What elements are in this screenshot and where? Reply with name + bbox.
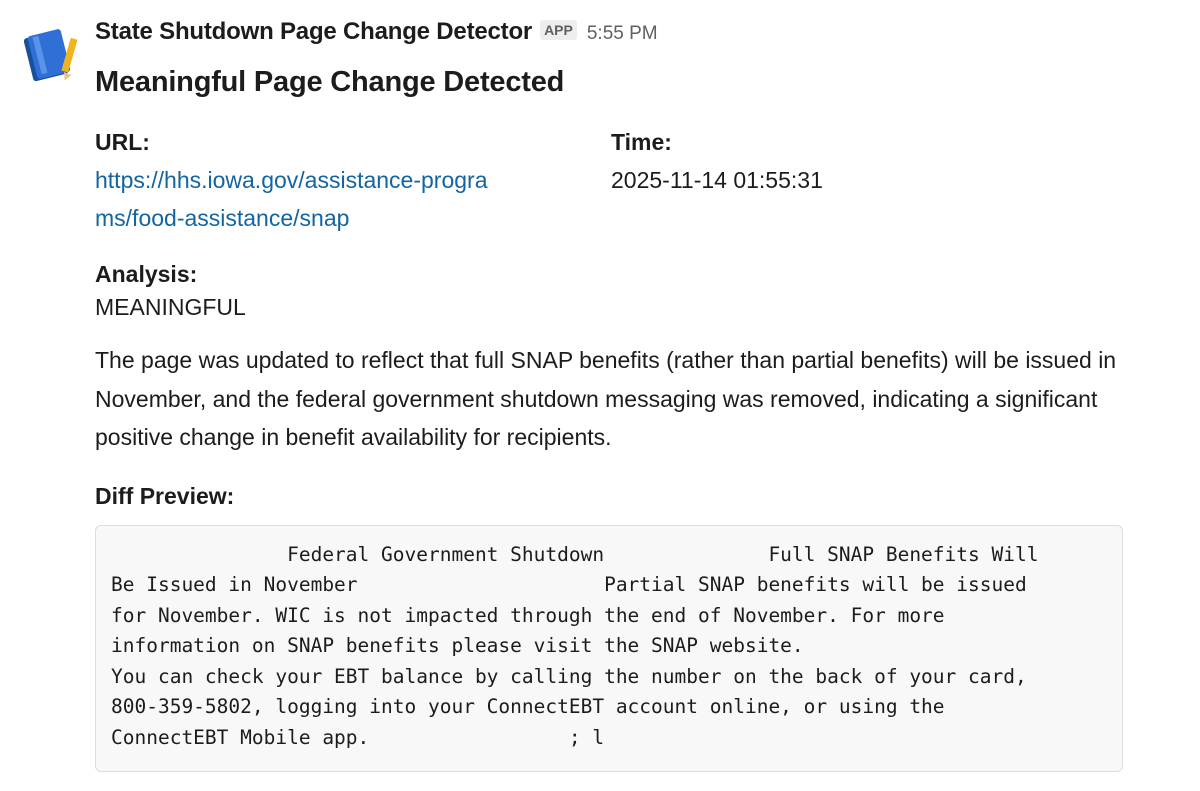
notebook-pencil-icon[interactable] <box>22 26 82 86</box>
analysis-text: The page was updated to reflect that full SNAP benefits (rather than partial benefits) will be issued in November, and the federal government shutdown messaging was removed, indicating a significant positive change in benefit availability for recipients. <box>95 347 1117 450</box>
analysis-section <box>95 259 1135 457</box>
url-link[interactable]: https://hhs.iowa.gov/assistance-programs/food-assistance/snap <box>95 167 488 231</box>
message-header <box>95 18 1135 56</box>
message-title: Meaningful Page Change Detected <box>95 66 565 98</box>
url-field <box>95 127 611 237</box>
message-timestamp[interactable]: 5:55 PM <box>586 23 658 44</box>
message-fields <box>95 127 1135 237</box>
diff-label: Diff Preview: <box>95 482 235 509</box>
diff-preview-text: Federal Government Shutdown Full SNAP Benefits Will Be Issued in November Partial SNAP benefits will be issued for November. WIC is not impacted through the end of November. For more information on SNAP benefits please visit the SNAP website. You can check your EBT balance by calling the number on the back of your card, 800-359-5802, logging into your ConnectEBT account online, or using the ConnectEBT Mobile app. ; l <box>111 542 1039 749</box>
analysis-value: MEANINGFUL <box>95 294 246 320</box>
app-badge: APP <box>540 20 577 40</box>
time-value: 2025-11-14 01:55:31 <box>611 167 823 193</box>
analysis-label: Analysis: <box>95 261 198 287</box>
time-field <box>611 127 1127 237</box>
bot-name[interactable]: State Shutdown Page Change Detector <box>95 18 533 45</box>
diff-preview-block[interactable] <box>95 525 1123 772</box>
time-label: Time: <box>611 129 672 155</box>
message-content <box>95 18 1135 772</box>
url-label: URL: <box>95 129 150 155</box>
